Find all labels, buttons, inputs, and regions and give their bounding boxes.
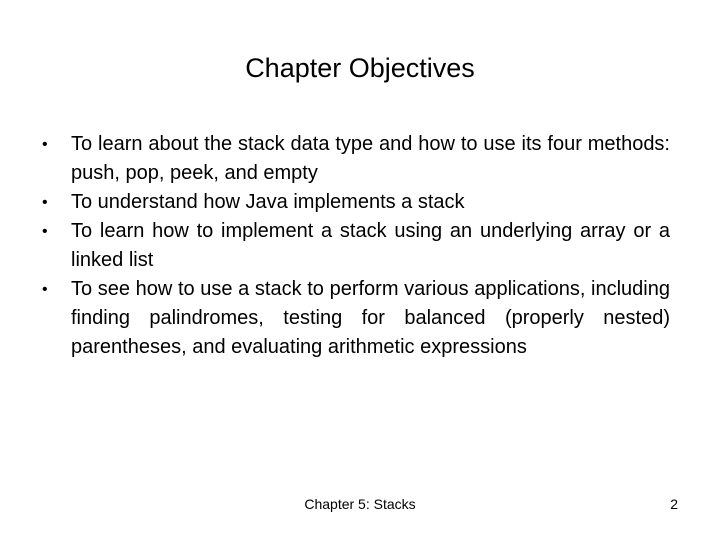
bullet-icon: • <box>42 136 48 153</box>
slide-title: Chapter Objectives <box>245 53 475 83</box>
bullet-icon: • <box>42 194 48 211</box>
bullet-text: To understand how Java implements a stack <box>71 191 465 213</box>
page-number: 2 <box>670 496 678 512</box>
bullet-icon: • <box>42 223 48 240</box>
list-item <box>42 130 670 188</box>
bullet-text: To learn about the stack data type and how to use its four methods: push, pop, peek, and empty <box>71 133 670 184</box>
list-item <box>42 188 670 217</box>
bullet-icon: • <box>42 281 48 298</box>
footer-chapter-label: Chapter 5: Stacks <box>304 496 416 512</box>
objectives-list <box>42 130 670 362</box>
list-item <box>42 217 670 275</box>
list-item <box>42 275 670 362</box>
bullet-text: To learn how to implement a stack using an underlying array or a linked list <box>71 220 670 271</box>
bullet-text: To see how to use a stack to perform various applications, including finding palindromes, testing for balanced (properly nested) parentheses, and evaluating arithmetic expressions <box>71 278 670 358</box>
